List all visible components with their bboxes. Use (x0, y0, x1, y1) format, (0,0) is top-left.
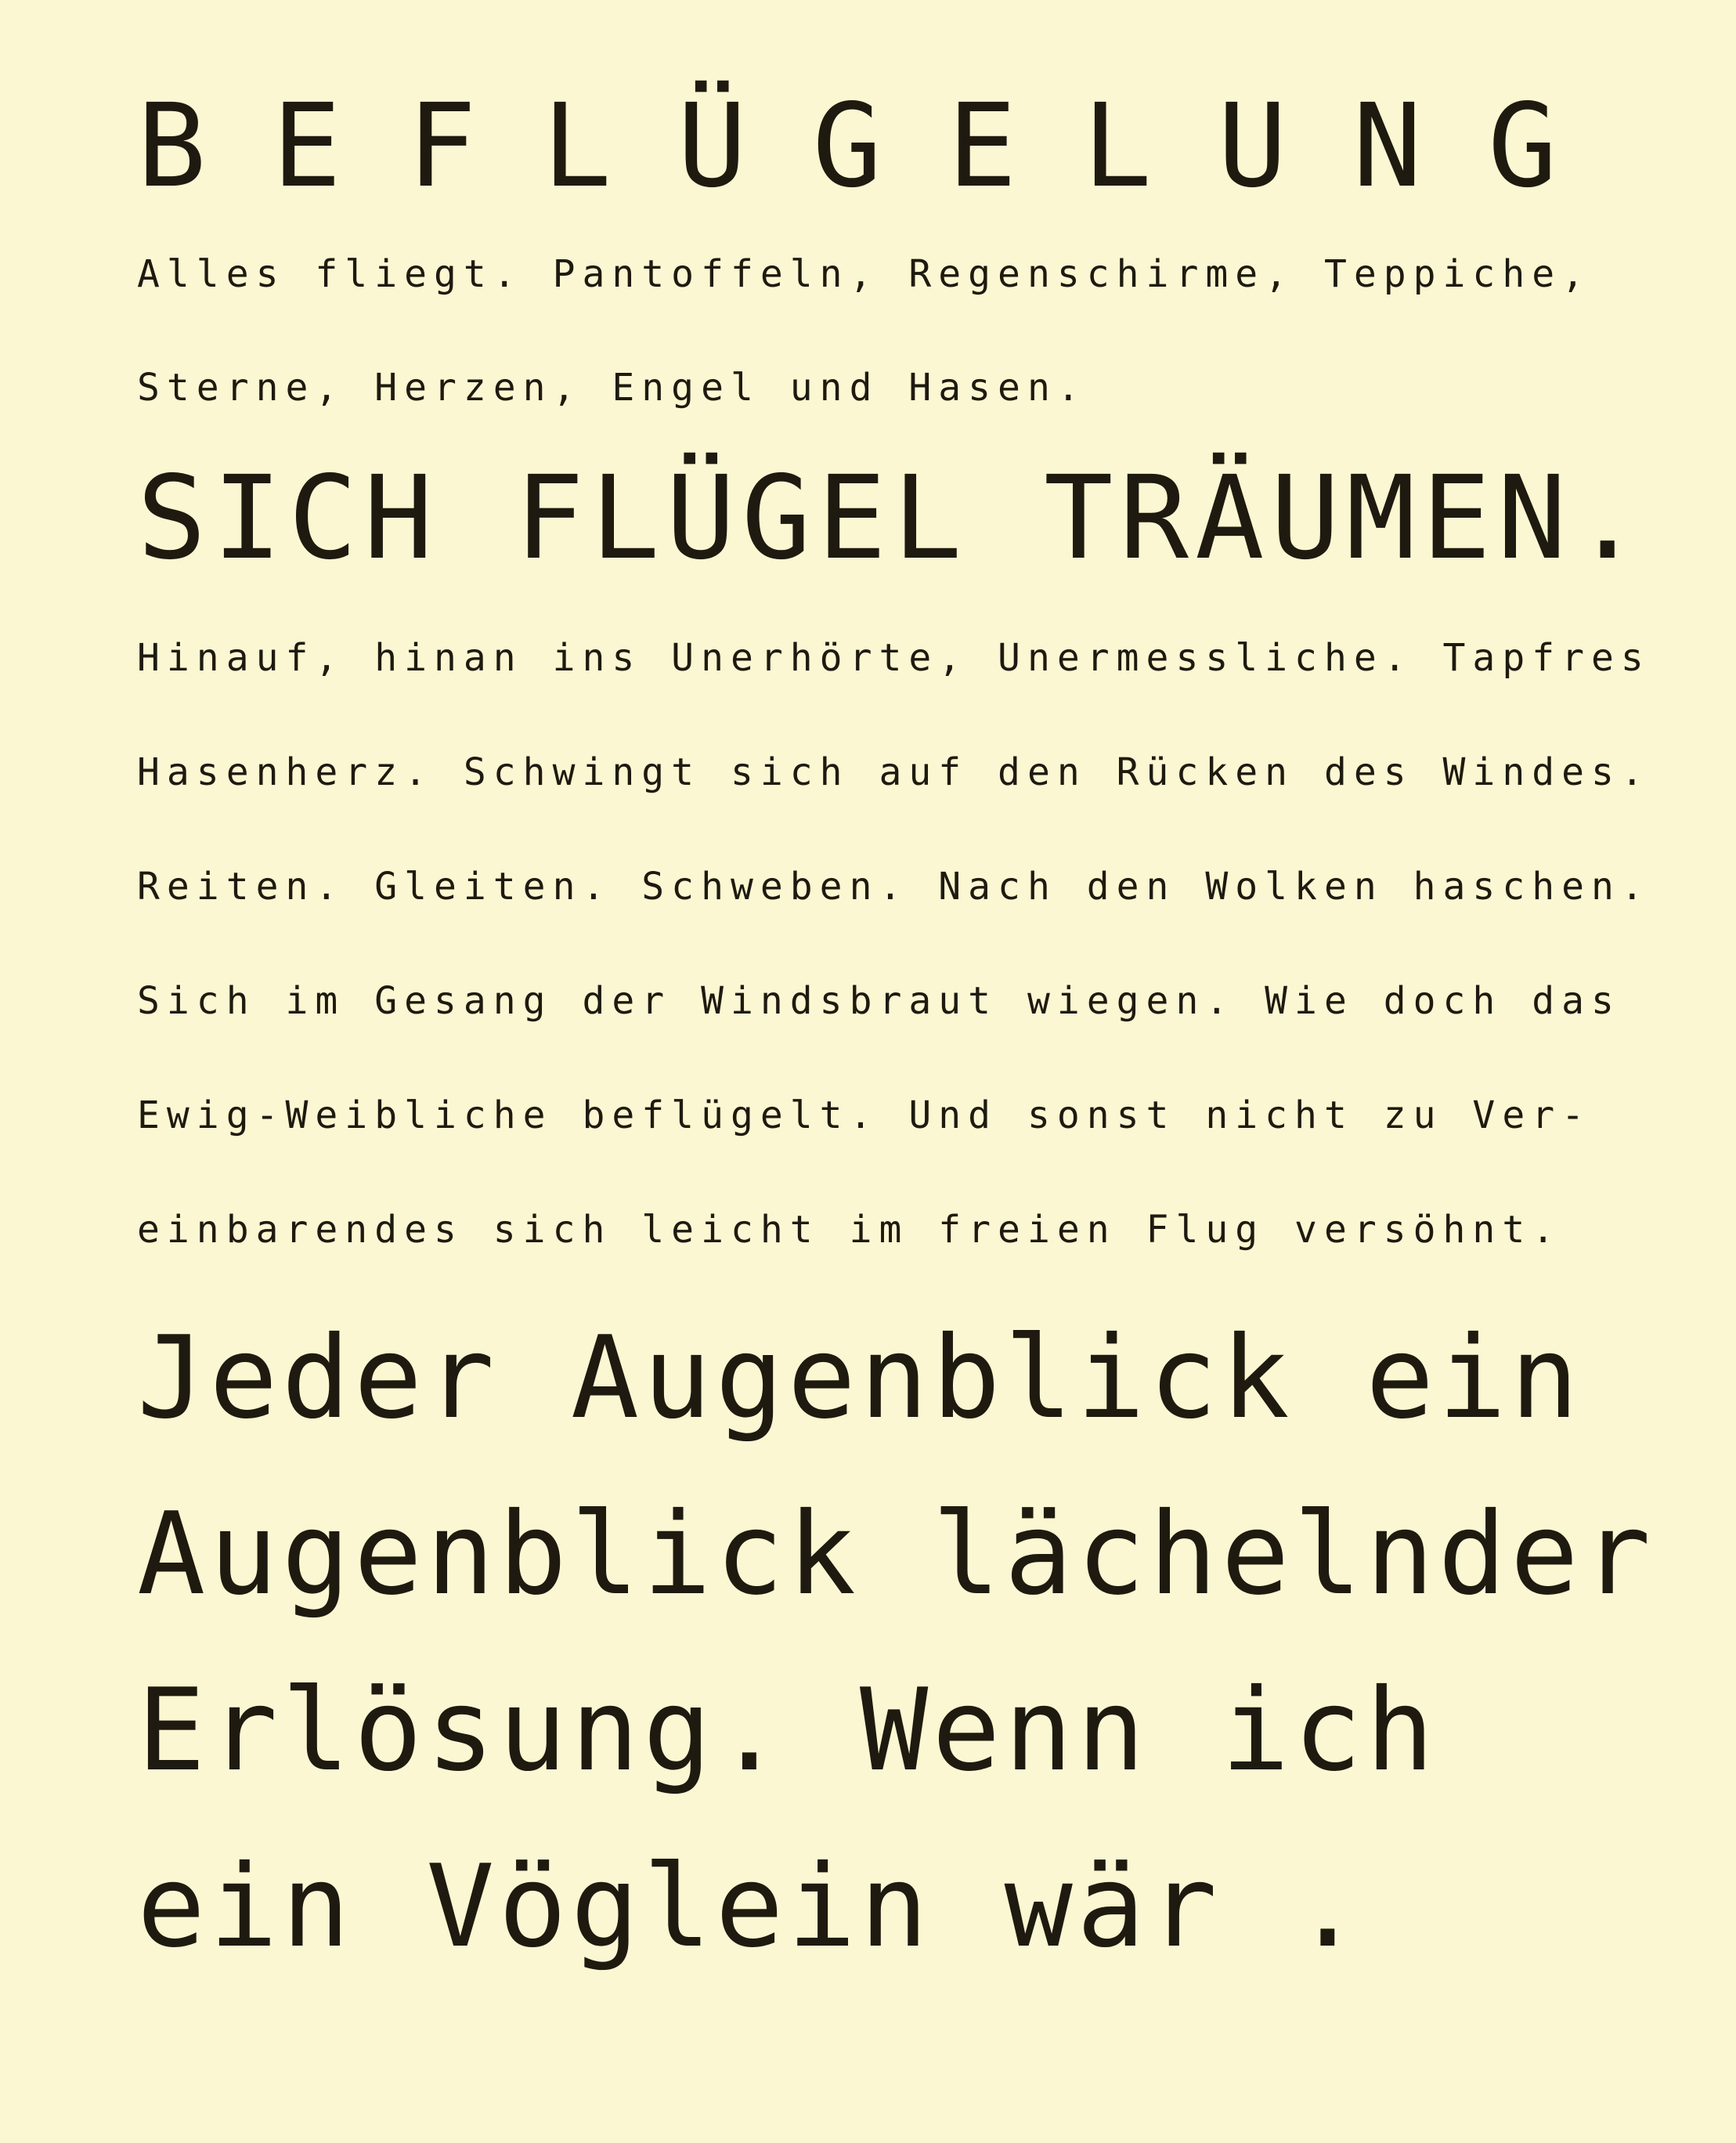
body-line-4: Sich im Gesang der Windsbraut wiegen. Wie doch das (137, 979, 1621, 1023)
outro-line-3: Erlösung. Wenn ich (137, 1664, 1438, 1797)
body-line-1: Hinauf, hinan ins Unerhörte, Unermessliche. Tapfres (137, 636, 1651, 680)
intro-line-2: Sterne, Herzen, Engel und Hasen. (137, 366, 1087, 410)
outro-line-2: Augenblick lächelnder (137, 1488, 1655, 1621)
poster-title: BEFLÜGELUNG (137, 79, 1623, 213)
body-line-3: Reiten. Gleiten. Schweben. Nach den Wolken haschen. (137, 865, 1651, 909)
body-line-2: Hasenherz. Schwingt sich auf den Rücken des Windes. (137, 750, 1651, 794)
intro-line-1: Alles fliegt. Pantoffeln, Regenschirme, Teppiche, (137, 252, 1592, 296)
section-heading: SICH FLÜGEL TRÄUMEN. (137, 451, 1649, 585)
intro-paragraph (137, 218, 1591, 445)
outro-paragraph (137, 1290, 1655, 1995)
body-line-6: einbarendes sich leicht im freien Flug versöhnt. (137, 1208, 1562, 1252)
body-line-5: Ewig-Weibliche beflügelt. Und sonst nicht zu Ver- (137, 1093, 1592, 1137)
outro-line-1: Jeder Augenblick ein (137, 1312, 1583, 1444)
body-paragraph (137, 601, 1651, 1287)
outro-line-4: ein Vöglein wär . (137, 1841, 1366, 1973)
